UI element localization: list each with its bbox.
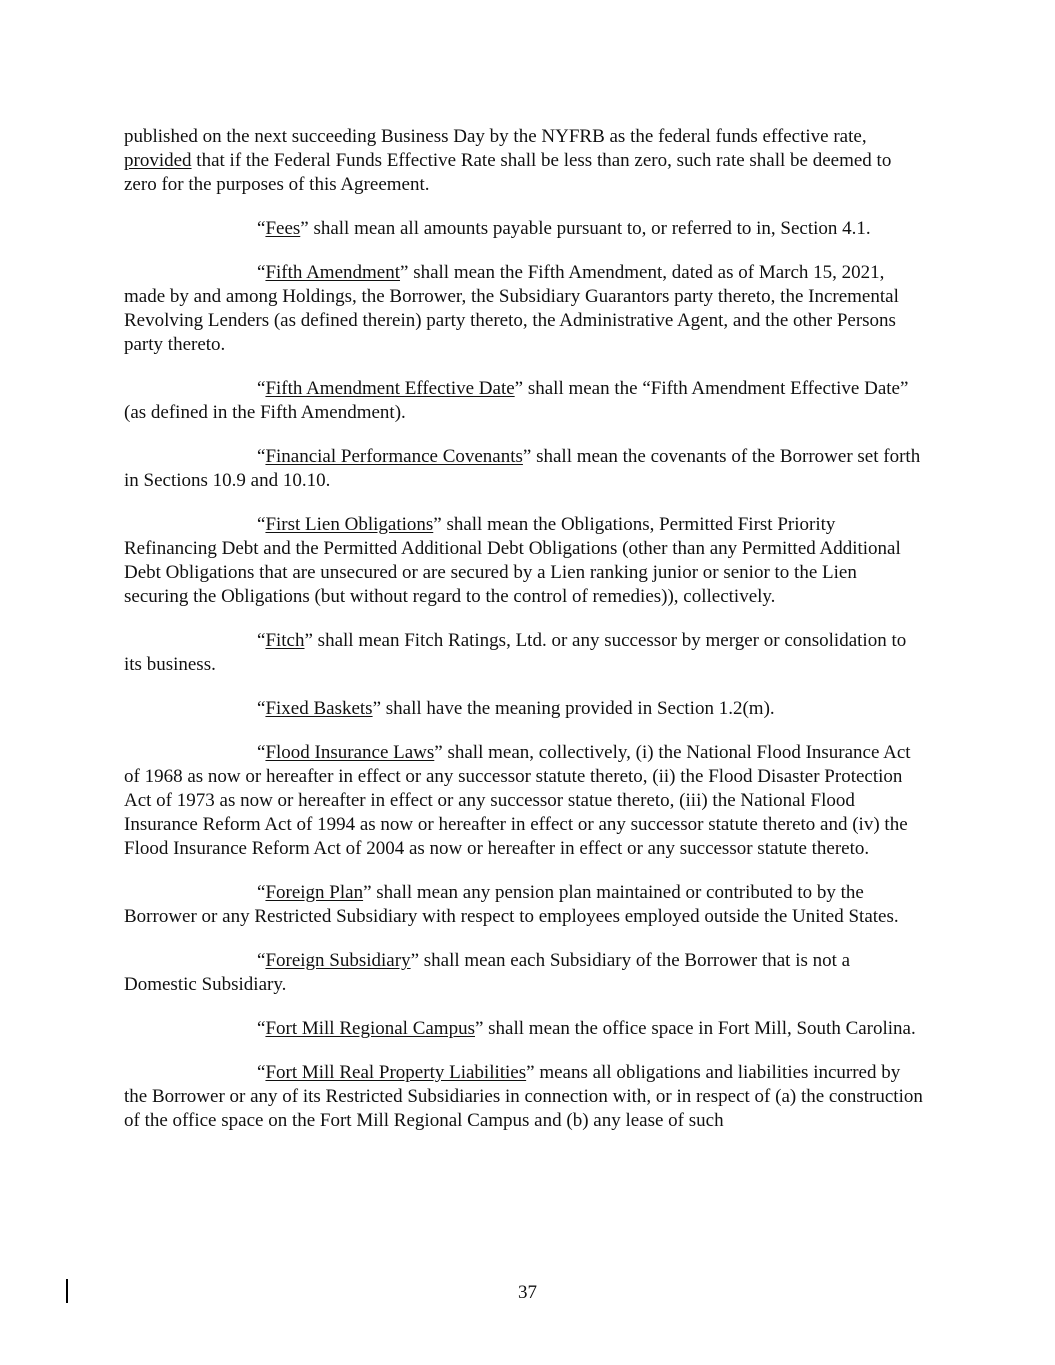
paragraph-text: “ — [257, 882, 266, 903]
defined-term: Flood Insurance Laws — [265, 742, 435, 763]
paragraph-text: “ — [257, 742, 266, 763]
paragraph-text: ” shall mean all amounts payable pursuant to, or referred to in, Section 4.1. — [300, 218, 871, 239]
paragraph-text: ” shall mean the covenants of the Borrower set forth in Sections 10.9 and 10.10. — [124, 446, 921, 491]
page-number: 37 — [518, 1282, 537, 1303]
paragraph-text: “ — [257, 378, 266, 399]
defined-term: Fifth Amendment — [265, 262, 401, 283]
definition-paragraph — [124, 629, 924, 677]
paragraph-text: ” shall mean the “Fifth Amendment Effective Date” (as defined in the Fifth Amendment). — [124, 378, 909, 423]
defined-term: Fees — [265, 218, 301, 239]
paragraph-text: ” shall mean the office space in Fort Mill, South Carolina. — [474, 1018, 916, 1039]
paragraph-text: ” shall mean any pension plan maintained or contributed to by the Borrower or any Restricted Subsidiary with respect to employees employed outside the United States. — [124, 882, 899, 927]
definition-paragraph — [124, 697, 924, 721]
defined-term: provided — [124, 150, 192, 171]
document-body — [124, 125, 924, 1153]
defined-term: Foreign Plan — [265, 882, 364, 903]
defined-term: Fort Mill Regional Campus — [265, 1018, 475, 1039]
defined-term: Foreign Subsidiary — [265, 950, 411, 971]
paragraph-text: “ — [257, 630, 266, 651]
defined-term: Fitch — [265, 630, 305, 651]
definition-paragraph — [124, 377, 924, 425]
definition-paragraph — [124, 513, 924, 609]
defined-term: Fifth Amendment Effective Date — [265, 378, 515, 399]
definition-paragraph — [124, 445, 924, 493]
paragraph-text: published on the next succeeding Business Day by the NYFRB as the federal funds effective rate, — [124, 126, 867, 147]
definition-paragraph — [124, 261, 924, 357]
definition-paragraph — [124, 881, 924, 929]
definition-paragraph — [124, 125, 924, 197]
paragraph-text: ” shall mean, collectively, (i) the National Flood Insurance Act of 1968 as now or hereafter in effect or any successor statute thereto, (ii) the Flood Disaster Protection Act of 1973 as now or hereafter in effect or any successor statue thereto, (iii) the National Flood Insurance Reform Act of 1994 as now or hereafter in effect or any successor statute thereto and (iv) the Flood Insurance Reform Act of 2004 as now or hereafter in effect or any successor statute thereto. — [124, 742, 911, 859]
defined-term: Financial Performance Covenants — [265, 446, 523, 467]
paragraph-text: “ — [257, 514, 266, 535]
paragraph-text: ” means all obligations and liabilities incurred by the Borrower or any of its Restricted Subsidiaries in connection with, or in respect of (a) the construction of the office space on the Fort Mill Regional Campus and (b) any lease of such — [124, 1062, 923, 1131]
paragraph-text: that if the Federal Funds Effective Rate shall be less than zero, such rate shall be deemed to zero for the purposes of this Agreement. — [124, 150, 892, 195]
definition-paragraph — [124, 1017, 924, 1041]
defined-term: Fixed Baskets — [265, 698, 373, 719]
paragraph-text: ” shall have the meaning provided in Section 1.2(m). — [372, 698, 775, 719]
paragraph-text: “ — [257, 1018, 266, 1039]
paragraph-text: “ — [257, 218, 266, 239]
paragraph-text: “ — [257, 446, 266, 467]
definition-paragraph — [124, 217, 924, 241]
paragraph-text: “ — [257, 950, 266, 971]
definition-paragraph — [124, 949, 924, 997]
defined-term: Fort Mill Real Property Liabilities — [265, 1062, 527, 1083]
paragraph-text: ” shall mean each Subsidiary of the Borrower that is not a Domestic Subsidiary. — [124, 950, 851, 995]
paragraph-text: ” shall mean the Obligations, Permitted First Priority Refinancing Debt and the Permitted Additional Debt Obligations (other than any Permitted Additional Debt Obligations that are unsecured or are secured by a Lien ranking junior or senior to the Lien securing the Obligations (but without regard to the control of remedies)), collectively. — [124, 514, 901, 607]
paragraph-text: “ — [257, 262, 266, 283]
paragraph-text: ” shall mean the Fifth Amendment, dated as of March 15, 2021, made by and among Holdings, the Borrower, the Subsidiary Guarantors party thereto, the Incremental Revolving Lenders (as defined therein) party thereto, the Administrative Agent, and the other Persons party thereto. — [124, 262, 899, 355]
paragraph-text: “ — [257, 1062, 266, 1083]
definition-paragraph — [124, 741, 924, 861]
paragraph-text: “ — [257, 698, 266, 719]
paragraph-text: ” shall mean Fitch Ratings, Ltd. or any successor by merger or consolidation to its business. — [124, 630, 907, 675]
definition-paragraph — [124, 1061, 924, 1133]
defined-term: First Lien Obligations — [265, 514, 434, 535]
